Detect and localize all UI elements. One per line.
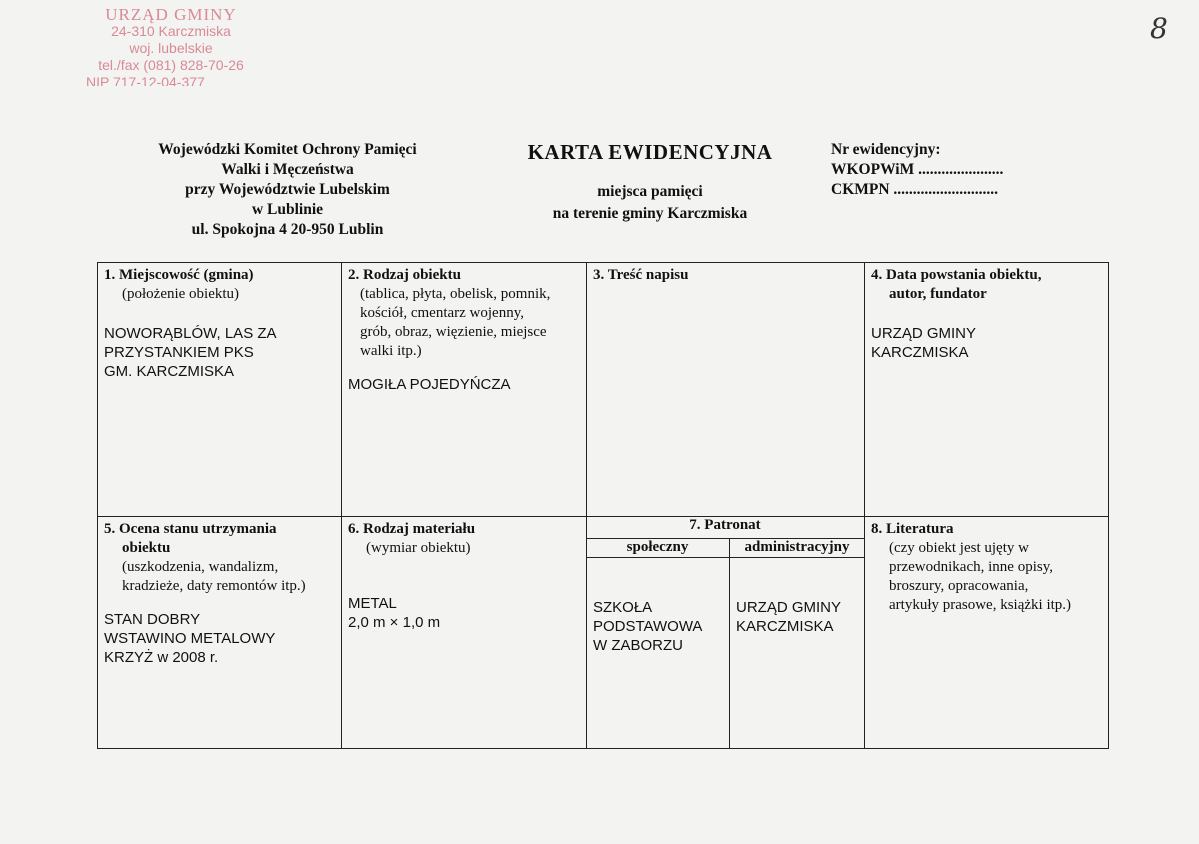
patronage-social-header: społeczny — [626, 539, 689, 555]
patron-divider — [729, 539, 730, 748]
field-location — [98, 263, 341, 384]
committee-address — [105, 140, 470, 240]
field-value: URZĄD GMINY KARCZMISKA — [736, 599, 841, 635]
field-value: METAL 2,0 m × 1,0 m — [348, 595, 441, 631]
field-value: NOWORĄBLÓW, LAS ZA PRZYSTANKIEM PKS GM. KARCZMISKA — [104, 325, 277, 380]
field-object-type — [342, 263, 586, 397]
patron-subheader-line — [586, 557, 864, 558]
field-value: MOGIŁA POJEDYŃCZA — [348, 376, 511, 393]
field-value: SZKOŁA PODSTAWOWA W ZABORZU — [593, 599, 703, 654]
municipal-stamp — [76, 6, 266, 86]
field-label: 8. Literatura — [871, 521, 954, 537]
patronage-admin-header: administracyjny — [744, 539, 850, 555]
field-label: 5. Ocena stanu utrzymania — [104, 521, 277, 537]
registry-label: Nr ewidencyjny: — [831, 141, 941, 158]
field-label: 2. Rodzaj obiektu — [348, 267, 461, 283]
field-patronage-label: 7. Patronat — [689, 517, 761, 533]
field-hint: (czy obiekt jest ujęty w przewodnikach, inne opisy, broszury, opracowania, artykuły prasowe, książki itp.) — [889, 540, 1072, 613]
committee-line: przy Województwie Lubelskim — [185, 181, 390, 198]
field-condition — [98, 517, 341, 670]
field-label-2: autor, fundator — [889, 286, 987, 302]
field-hint: (tablica, płyta, obelisk, pomnik, kościół, cmentarz wojenny, grób, obraz, więzienie, miejsce walki itp.) — [360, 286, 551, 359]
field-material — [342, 517, 586, 635]
patronage-admin-value — [730, 595, 864, 639]
record-table — [97, 262, 1109, 749]
field-label: 1. Miejscowość (gmina) — [104, 267, 254, 283]
document-title: KARTA EWIDENCYJNA — [527, 140, 773, 164]
stamp-title: URZĄD GMINY — [105, 5, 237, 24]
document-subtitle: miejsca pamięci — [597, 183, 703, 200]
field-hint: (uszkodzenia, wandalizm, kradzieże, daty remontów itp.) — [122, 559, 306, 594]
stamp-region: woj. lubelskie — [129, 40, 213, 56]
committee-line: w Lublinie — [251, 201, 324, 218]
field-hint: (położenie obiektu) — [122, 286, 240, 302]
page-number: 8 — [1150, 12, 1168, 45]
field-value: STAN DOBRY WSTAWINO METALOWY KRZYŻ w 2008 r. — [104, 611, 276, 666]
committee-line: ul. Spokojna 4 20-950 Lublin — [191, 221, 384, 238]
wkopwim-field: WKOPWiM ...................... — [831, 161, 1004, 178]
field-label: 4. Data powstania obiektu, — [871, 267, 1042, 283]
stamp-nip: NIP 717-12-04-377 — [86, 74, 205, 86]
registry-number-block — [831, 140, 1091, 200]
committee-line: Walki i Męczeństwa — [221, 161, 354, 178]
committee-line: Wojewódzki Komitet Ochrony Pamięci — [158, 141, 417, 158]
document-subtitle-2: na terenie gminy Karczmiska — [552, 205, 748, 222]
field-hint: (wymiar obiektu) — [366, 540, 471, 556]
field-label: 6. Rodzaj materiału — [348, 521, 476, 537]
column-divider — [586, 263, 587, 748]
field-label: 3. Treść napisu — [593, 267, 689, 283]
field-label-2: obiektu — [122, 540, 171, 556]
field-inscription — [587, 263, 864, 288]
patronage-social-value — [587, 595, 729, 658]
stamp-postal: 24-310 Karczmiska — [111, 23, 231, 39]
stamp-phone: tel./fax (081) 828-70-26 — [98, 57, 244, 73]
document-title-block — [505, 140, 795, 225]
field-literature — [865, 517, 1108, 618]
field-creation-date — [865, 263, 1108, 365]
field-value: URZĄD GMINY KARCZMISKA — [871, 325, 976, 361]
ckmpn-field: CKMPN ........................... — [831, 181, 999, 198]
